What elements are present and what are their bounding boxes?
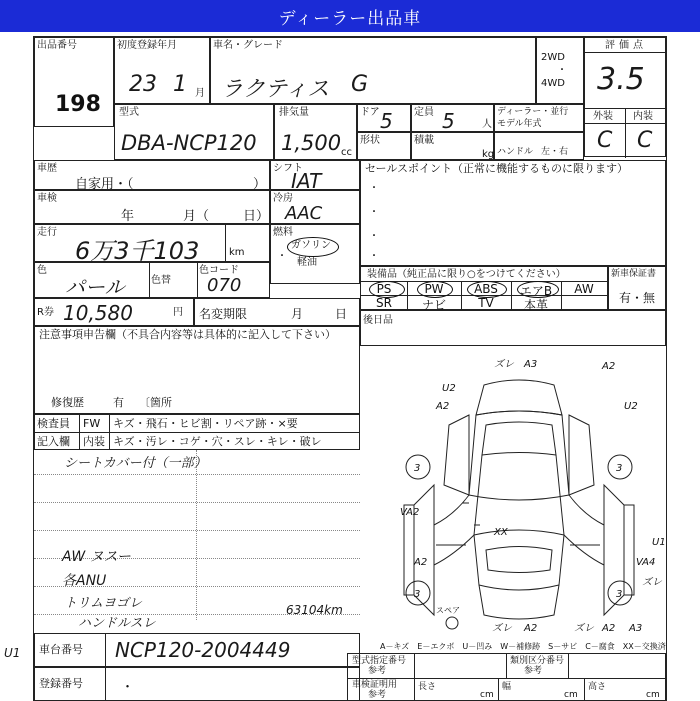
reg-label: 初度登録年月 bbox=[117, 40, 177, 51]
shift-value: IAT bbox=[291, 169, 322, 193]
shift-box bbox=[270, 160, 360, 193]
drive-sep: ・ bbox=[557, 65, 567, 76]
repair-location-label: 〔箇所 bbox=[139, 396, 172, 409]
sales-point-bullet-1: ・ bbox=[369, 183, 379, 194]
model-box bbox=[114, 104, 274, 160]
mark-a2-top-right: A2 bbox=[602, 361, 616, 372]
equip-aw: AW bbox=[574, 282, 594, 296]
shape-label: 形状 bbox=[360, 135, 380, 146]
height-unit: cm bbox=[646, 690, 660, 700]
cooler-box bbox=[270, 190, 360, 224]
color-value: パール bbox=[65, 275, 125, 299]
model-label: 型式 bbox=[119, 107, 139, 118]
frame-label: 車台番号 bbox=[39, 643, 83, 656]
history-box bbox=[34, 160, 270, 190]
registration-box bbox=[34, 667, 360, 701]
registration-value: ・ bbox=[121, 680, 135, 695]
doors-label: ドア bbox=[360, 107, 380, 118]
recycle-label: R券 bbox=[37, 307, 54, 318]
mark-3-front-left: 3 bbox=[414, 463, 421, 474]
lot-number: 198 bbox=[55, 92, 101, 117]
repair-label: 修復歴 bbox=[51, 396, 84, 409]
model-year-label: モデル年式 bbox=[497, 119, 542, 129]
warranty-box bbox=[608, 266, 666, 310]
side-mark-u1: U1 bbox=[652, 537, 666, 548]
recycle-box bbox=[34, 298, 194, 326]
mark-zure-bottom: ズレ bbox=[492, 623, 512, 634]
equip-sr: SR bbox=[376, 296, 392, 310]
mark-zure-bottom-right: ズレ bbox=[574, 623, 594, 634]
mark-a2-bottom-right: A2 bbox=[602, 623, 616, 634]
drive-box bbox=[536, 37, 584, 104]
displacement-label: 排気量 bbox=[279, 107, 309, 118]
change-deadline-label: 名変期限 bbox=[199, 307, 248, 321]
mark-va2-left: VA2 bbox=[400, 507, 420, 518]
color-label: 色 bbox=[37, 265, 47, 276]
model-designation-ref: 参考 bbox=[368, 666, 387, 676]
capacity-label: 定員 bbox=[414, 107, 434, 118]
mark-a3-top: A3 bbox=[524, 359, 538, 370]
car-damage-diagram bbox=[374, 355, 664, 635]
inspection-year: 年 bbox=[121, 209, 135, 224]
auction-sheet bbox=[33, 36, 667, 701]
entry-items: キズ・汚レ・コゲ・穴・スレ・キレ・破レ bbox=[113, 435, 322, 448]
color-change-label: 色替 bbox=[151, 275, 171, 286]
equip-airbag: エアB bbox=[519, 284, 553, 298]
dealer-box bbox=[494, 104, 584, 132]
reg-box bbox=[114, 37, 210, 104]
color-code: 070 bbox=[207, 275, 242, 296]
history-close: ） bbox=[253, 177, 267, 192]
doors-box bbox=[357, 104, 411, 132]
mark-3-front-right: 3 bbox=[616, 463, 623, 474]
fuel-gasoline: ガソリン bbox=[291, 240, 331, 251]
lot-label: 出品番号 bbox=[37, 40, 77, 51]
mileage-label: 走行 bbox=[37, 227, 57, 238]
shift-label: シフト bbox=[273, 163, 303, 174]
notes-label: 注意事項申告欄（不具合内容等は具体的に記入して下さい） bbox=[39, 328, 336, 341]
mark-a3-bottom-right: A3 bbox=[629, 623, 643, 634]
sales-point-bullet-3: ・ bbox=[369, 231, 379, 242]
mark-a2-left: A2 bbox=[436, 401, 450, 412]
certificate-box bbox=[347, 653, 666, 701]
sales-point-bullet-4: ・ bbox=[369, 251, 379, 262]
note-trim: トリムヨゴレ bbox=[64, 596, 143, 611]
inspection-day: 日） bbox=[243, 209, 270, 224]
mark-xx-center: XX bbox=[494, 527, 508, 538]
sales-point-box bbox=[360, 160, 666, 266]
change-deadline-day: 日 bbox=[335, 307, 348, 321]
width-label: 幅 bbox=[502, 682, 512, 692]
later-date-label: 後日品 bbox=[363, 315, 393, 326]
sales-point-label: セールスポイント（正常に機能するものに限ります） bbox=[365, 162, 629, 175]
classification-label: 類別区分番号 bbox=[510, 656, 565, 666]
reg-month-unit: 月 bbox=[195, 88, 205, 99]
ext-label: 外装 bbox=[593, 111, 613, 122]
reg-month: 1 bbox=[173, 72, 187, 97]
frame-value: NCP120-2004449 bbox=[115, 638, 291, 662]
mark-a2-bottom: A2 bbox=[524, 623, 538, 634]
equipment-box bbox=[360, 266, 608, 310]
equip-tv: TV bbox=[478, 296, 494, 310]
warranty-value: 有・無 bbox=[619, 291, 656, 305]
inspector-items: キズ・飛石・ヒビ割・リペア跡・×要 bbox=[113, 417, 298, 430]
note-each: 各ANU bbox=[62, 573, 107, 589]
capacity-unit: 人 bbox=[482, 119, 492, 130]
fuel-dot: ・ bbox=[277, 251, 287, 262]
mark-u2-right: U2 bbox=[624, 401, 638, 412]
length-label: 長さ bbox=[418, 682, 437, 692]
equipment-label: 装備品（純正品に限り○をつけてください） bbox=[367, 269, 566, 280]
mileage-box bbox=[34, 224, 270, 265]
history-label: 車歴 bbox=[37, 163, 57, 174]
doors-value: 5 bbox=[380, 109, 393, 133]
recycle-unit: 円 bbox=[173, 307, 183, 318]
inspector-box bbox=[34, 414, 360, 450]
car-box bbox=[210, 37, 536, 104]
change-deadline-box bbox=[194, 298, 360, 326]
fuel-box bbox=[270, 224, 360, 284]
drive-2wd: 2WD bbox=[541, 52, 565, 63]
odometer-note: 63104km bbox=[286, 603, 343, 617]
handwritten-notes-area bbox=[34, 450, 360, 631]
spare-label: スペア bbox=[436, 606, 460, 615]
fuel-diesel: 軽油 bbox=[297, 257, 317, 268]
load-unit: kg bbox=[482, 149, 495, 160]
margin-mark: U1 bbox=[4, 646, 21, 660]
inspection-box bbox=[34, 190, 270, 224]
equip-abs: ABS bbox=[474, 282, 498, 296]
mark-3-rear-left: 3 bbox=[414, 589, 421, 600]
int-grade: C bbox=[637, 128, 653, 153]
mark-3-rear-right: 3 bbox=[616, 589, 623, 600]
dealer-label: ディーラー・並行 bbox=[497, 107, 569, 117]
sales-point-bullet-2: ・ bbox=[369, 207, 379, 218]
displacement-box bbox=[274, 104, 357, 160]
lot-box bbox=[34, 37, 114, 127]
header-title: ディーラー出品車 bbox=[278, 8, 422, 29]
recycle-value: 10,580 bbox=[63, 301, 133, 325]
entry-code: 内装 bbox=[83, 435, 105, 448]
handle-value: 左・右 bbox=[541, 147, 569, 157]
displacement-value: 1,500 bbox=[281, 131, 342, 155]
fuel-label: 燃料 bbox=[273, 227, 293, 238]
repair-value: 有 bbox=[113, 396, 124, 409]
ext-grade: C bbox=[597, 128, 613, 153]
cert-label: 車検証明用 bbox=[352, 680, 398, 690]
notes-box bbox=[34, 326, 360, 414]
capacity-box bbox=[411, 104, 494, 132]
equip-ps: PS bbox=[376, 282, 392, 296]
color-code-label: 色コード bbox=[199, 265, 239, 276]
mark-u2-top-left: U2 bbox=[442, 383, 456, 394]
inspection-month: 月（ bbox=[183, 209, 210, 224]
shape-box bbox=[357, 132, 411, 160]
damage-legend: A－キズ E－エクボ U－凹み W－補修跡 S－サビ C－腐食 XX－交換済 bbox=[380, 642, 666, 651]
car-grade: G bbox=[351, 72, 369, 97]
drive-4wd: 4WD bbox=[541, 78, 565, 89]
grade-value: 3.5 bbox=[597, 62, 645, 97]
later-date-box bbox=[360, 310, 666, 346]
note-seat-cover: シートカバー付（一部） bbox=[64, 456, 207, 471]
inspector-label: 検査員 bbox=[37, 417, 70, 430]
int-label: 内装 bbox=[633, 111, 653, 122]
mark-zure-top: ズレ bbox=[494, 359, 514, 370]
width-unit: cm bbox=[564, 690, 578, 700]
note-handle: ハンドルスレ bbox=[78, 616, 156, 631]
model-designation-label: 型式指定番号 bbox=[352, 656, 407, 666]
load-label: 積載 bbox=[414, 135, 434, 146]
load-box bbox=[411, 132, 494, 160]
reg-year: 23 bbox=[129, 72, 157, 97]
grade-label: 評価点 bbox=[605, 40, 647, 51]
registration-label: 登録番号 bbox=[39, 677, 83, 690]
cert-ref: 参考 bbox=[368, 690, 387, 700]
note-aw: AW ヌスー bbox=[62, 549, 131, 565]
inspector-code: FW bbox=[83, 417, 101, 430]
cooler-value: AAC bbox=[285, 203, 323, 224]
change-deadline-month: 月 bbox=[291, 307, 304, 321]
model-value: DBA-NCP120 bbox=[121, 131, 257, 155]
handle-label: ハンドル bbox=[497, 147, 534, 157]
color-box bbox=[34, 262, 270, 298]
mark-a2-lower-left: A2 bbox=[414, 557, 428, 568]
capacity-value: 5 bbox=[442, 109, 455, 133]
car-label: 車名・グレード bbox=[213, 40, 283, 51]
side-mark-zure: ズレ bbox=[642, 577, 662, 588]
mileage-value: 6万3千103 bbox=[75, 237, 200, 265]
entry-label: 記入欄 bbox=[37, 435, 70, 448]
equip-navi: ナビ bbox=[421, 298, 446, 312]
handle-box bbox=[494, 132, 584, 160]
cooler-label: 冷房 bbox=[273, 193, 293, 204]
page-header bbox=[0, 0, 700, 32]
classification-ref: 参考 bbox=[524, 666, 543, 676]
length-unit: cm bbox=[480, 690, 494, 700]
height-label: 高さ bbox=[588, 682, 607, 692]
displacement-unit: cc bbox=[341, 147, 352, 158]
car-name: ラクティス bbox=[221, 77, 330, 102]
warranty-label: 新車保証書 bbox=[611, 269, 657, 279]
mark-va4-right: VA4 bbox=[636, 557, 656, 568]
grade-box bbox=[584, 37, 666, 157]
frame-box bbox=[34, 633, 360, 667]
equip-pw: PW bbox=[424, 282, 444, 296]
equip-leather: 本革 bbox=[523, 298, 548, 312]
mileage-unit: km bbox=[229, 247, 245, 258]
inspection-label: 車検 bbox=[37, 193, 57, 204]
history-value: 自家用・（ bbox=[75, 177, 134, 192]
